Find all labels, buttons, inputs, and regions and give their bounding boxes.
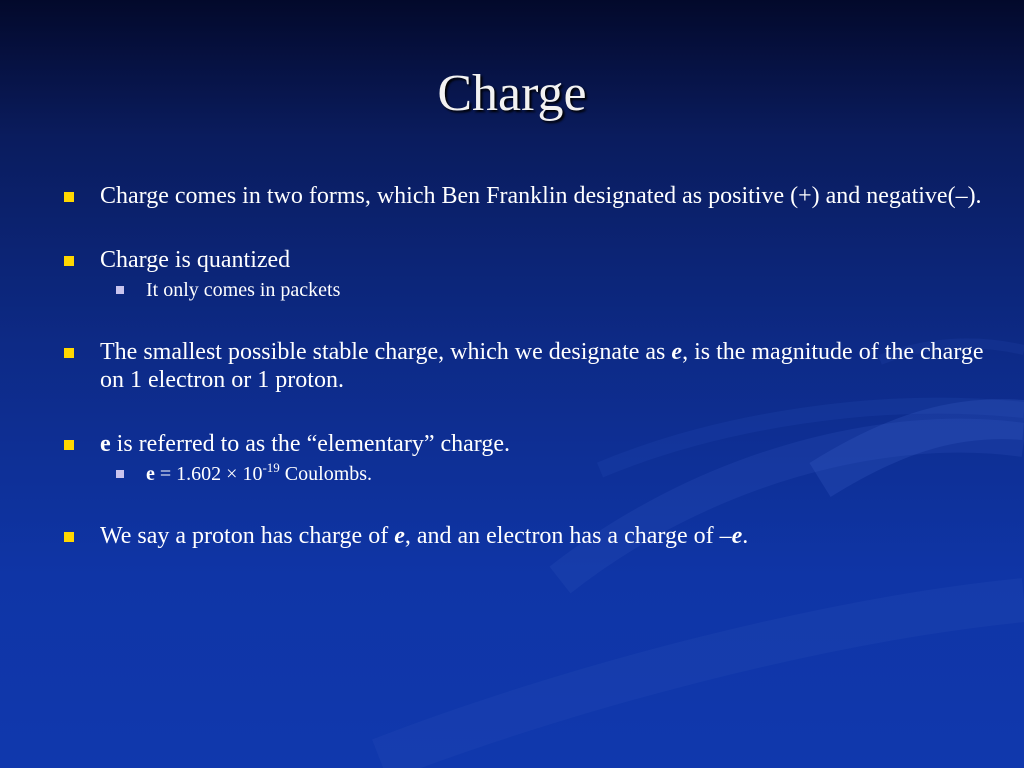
square-bullet-icon	[64, 348, 74, 358]
symbol-e: e	[146, 463, 155, 485]
symbol-e: e	[394, 523, 405, 549]
value-text: = 1.602 × 10	[154, 463, 263, 485]
square-bullet-icon	[64, 192, 74, 202]
bullet-text-post: is referred to as the “elementary” charge.	[110, 431, 510, 457]
unit-text: Coulombs.	[279, 463, 373, 485]
square-sub-bullet-icon	[116, 286, 124, 294]
bullet-item-elementary-charge	[60, 430, 995, 486]
square-bullet-icon	[64, 440, 74, 450]
bullet-text-pre: We say a proton has charge of	[100, 523, 395, 549]
bullet-text: Charge is quantized	[100, 247, 291, 273]
sub-bullet-packets	[116, 278, 995, 302]
exponent: -19	[262, 460, 280, 475]
square-sub-bullet-icon	[116, 470, 124, 478]
bullet-list	[60, 182, 995, 550]
bullet-item-smallest-charge	[60, 338, 995, 394]
bullet-text: Charge comes in two forms, which Ben Franklin designated as positive (+) and negative(–).	[100, 183, 982, 209]
bullet-item-quantized	[60, 246, 995, 302]
bullet-text-pre: The smallest possible stable charge, which we designate as	[100, 339, 672, 365]
square-bullet-icon	[64, 532, 74, 542]
sub-bullet-value	[116, 462, 995, 486]
bullet-text-post: .	[742, 523, 749, 549]
symbol-e: e	[731, 523, 743, 549]
bullet-text-post: , is the magnitude of the charge on 1 electron or 1 proton.	[100, 339, 984, 393]
symbol-e: e	[671, 339, 683, 365]
bullet-item-two-forms	[60, 182, 995, 210]
square-bullet-icon	[64, 256, 74, 266]
bullet-text-mid: , and an electron has a charge of –	[404, 523, 732, 549]
bullet-item-proton-electron	[60, 522, 995, 550]
symbol-e: e	[100, 431, 111, 457]
sub-bullet-text: It only comes in packets	[146, 279, 341, 301]
slide-title: Charge	[437, 65, 587, 122]
